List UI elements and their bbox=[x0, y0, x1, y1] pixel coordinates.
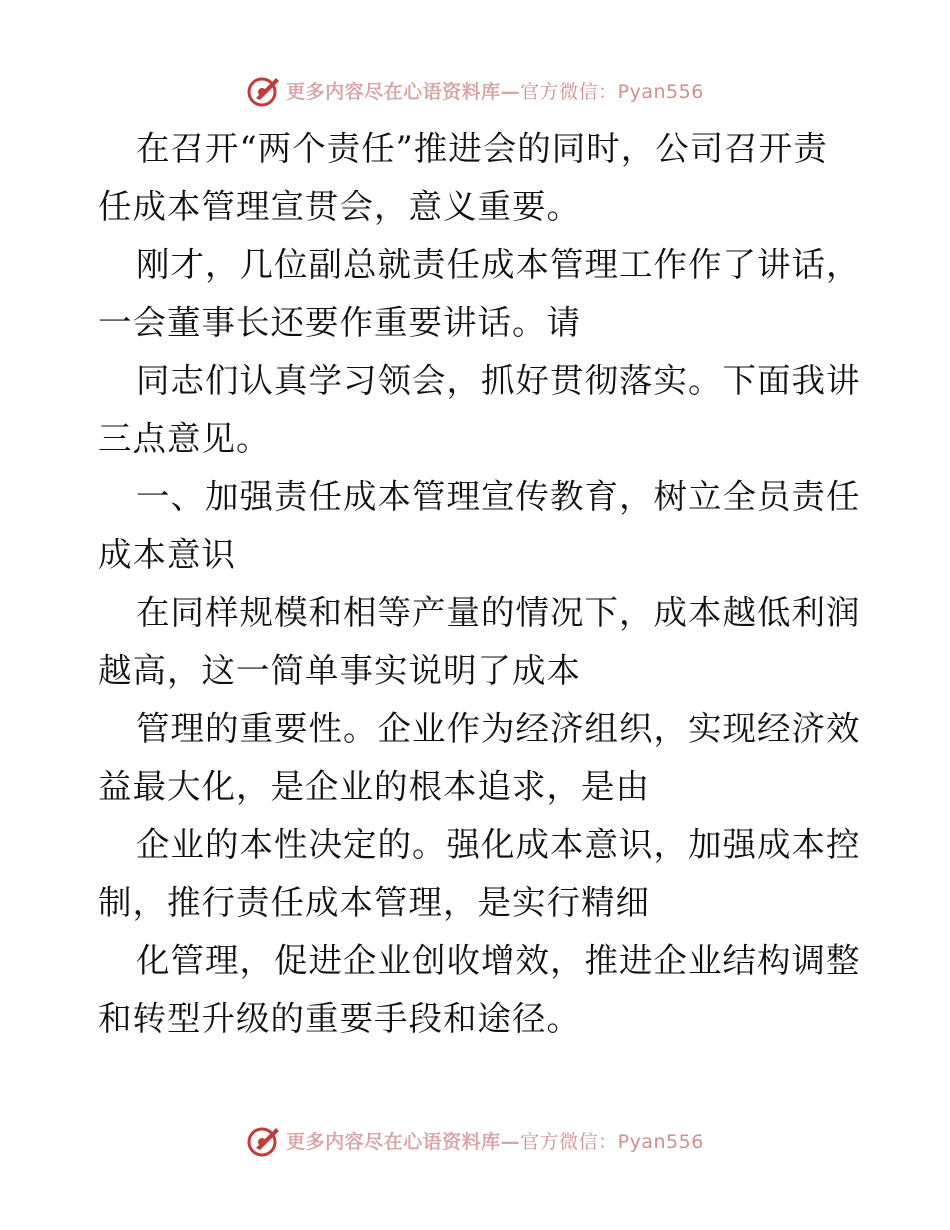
section-heading-line: 一、加强责任成本管理宣传教育，树立全员责任 bbox=[136, 477, 861, 516]
document-body bbox=[98, 120, 861, 1048]
header-banner-text bbox=[286, 77, 704, 104]
header-banner-separator: — bbox=[500, 80, 521, 103]
footer-banner bbox=[0, 1120, 950, 1160]
paragraph-line: 同志们认真学习领会，抓好贯彻落实。下面我讲 bbox=[136, 361, 861, 400]
paragraph-line: 一会董事长还要作重要讲话。请 bbox=[98, 303, 581, 342]
footer-banner-text bbox=[286, 1127, 704, 1154]
paragraph-line: 和转型升级的重要手段和途径。 bbox=[98, 999, 581, 1038]
paragraph-line: 制，推行责任成本管理，是实行精细 bbox=[98, 883, 650, 922]
quill-pen-logo-icon bbox=[246, 72, 282, 108]
footer-banner-main: 更多内容尽在心语资料库 bbox=[286, 1130, 501, 1153]
header-banner bbox=[0, 70, 950, 110]
paragraph-line: 企业的本性决定的。强化成本意识，加强成本控 bbox=[136, 825, 861, 864]
paragraph-line: 在同样规模和相等产量的情况下，成本越低利润 bbox=[136, 593, 861, 632]
paragraph-line: 三点意见。 bbox=[98, 419, 271, 458]
section-heading-line: 成本意识 bbox=[98, 535, 236, 574]
quill-pen-logo-icon bbox=[246, 1122, 282, 1158]
paragraph-line: 在召开“两个责任”推进会的同时，公司召开责 bbox=[136, 129, 828, 168]
paragraph-line: 刚才，几位副总就责任成本管理工作作了讲话， bbox=[136, 245, 861, 284]
paragraph-line: 管理的重要性。企业作为经济组织，实现经济效 bbox=[136, 709, 861, 748]
footer-banner-wechat: 官方微信：Pyan556 bbox=[520, 1130, 704, 1153]
paragraph-line: 任成本管理宣贯会，意义重要。 bbox=[98, 187, 581, 226]
paragraph-line: 化管理，促进企业创收增效，推进企业结构调整 bbox=[136, 941, 861, 980]
paragraph-line: 越高，这一简单事实说明了成本 bbox=[98, 651, 581, 690]
footer-banner-separator: — bbox=[500, 1130, 521, 1153]
header-banner-main: 更多内容尽在心语资料库 bbox=[286, 80, 501, 103]
paragraph-line: 益最大化，是企业的根本追求，是由 bbox=[98, 767, 650, 806]
header-banner-wechat: 官方微信：Pyan556 bbox=[520, 80, 704, 103]
